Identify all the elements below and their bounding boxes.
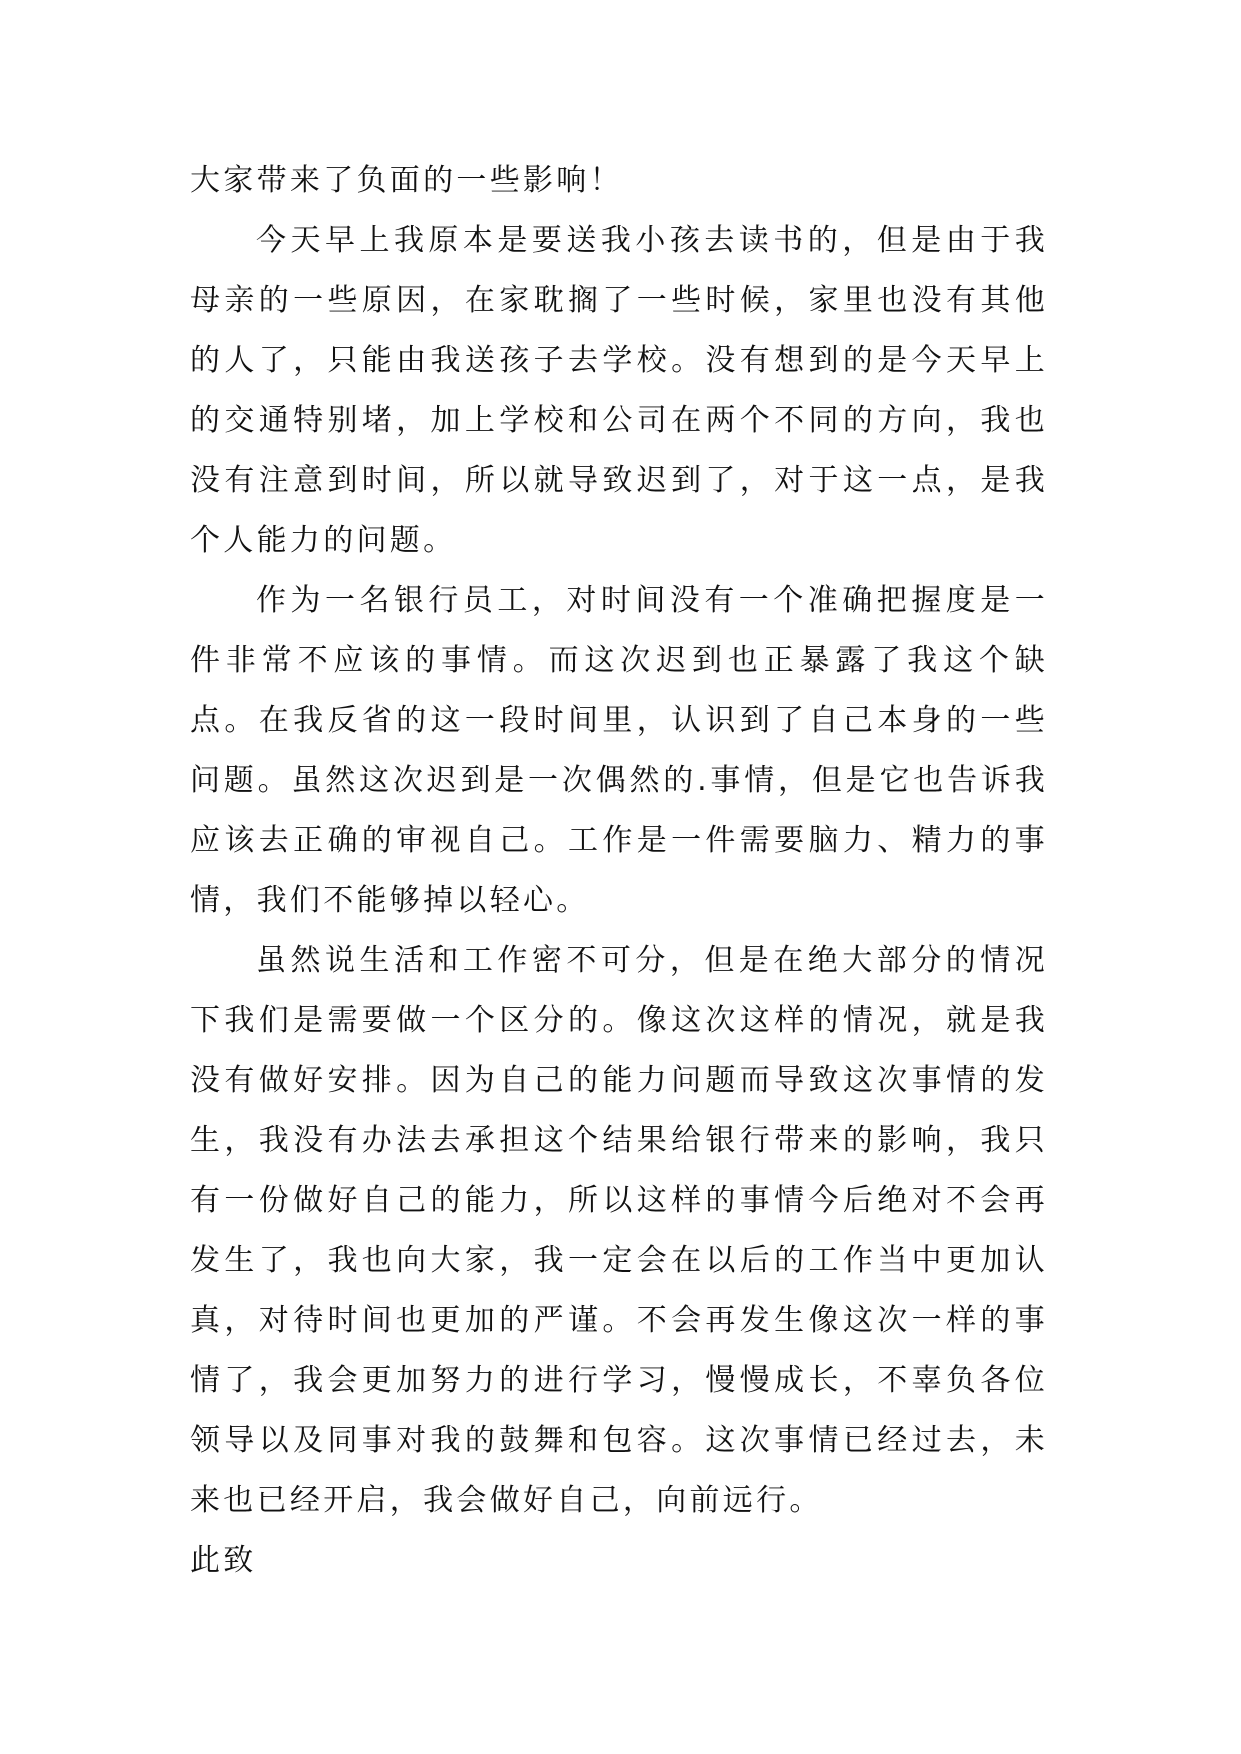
paragraph-reason: 今天早上我原本是要送我小孩去读书的，但是由于我母亲的一些原因，在家耽搁了一些时候，家里也没有其他的人了，只能由我送孩子去学校。没有想到的是今天早上的交通特别堵，加上学校和公司在两个不同的方向，我也没有注意到时间，所以就导致迟到了，对于这一点，是我个人能力的问题。 <box>190 223 1048 558</box>
paragraph-commitment: 虽然说生活和工作密不可分，但是在绝大部分的情况下我们是需要做一个区分的。像这次这样的情况，就是我没有做好安排。因为自己的能力问题而导致这次事情的发生，我没有办法去承担这个结果给银行带来的影响，我只有一份做好自己的能力，所以这样的事情今后绝对不会再发生了，我也向大家，我一定会在以后的工作当中更加认真，对待时间也更加的严谨。不会再发生像这次一样的事情了，我会更加努力的进行学习，慢慢成长，不辜负各位领导以及同事对我的鼓舞和包容。这次事情已经过去，未来也已经开启，我会做好自己，向前远行。 <box>190 943 1048 1518</box>
closing-salutation: 此致 <box>190 1543 257 1578</box>
letter-body <box>190 151 1048 1591</box>
paragraph-reflection: 作为一名银行员工，对时间没有一个准确把握度是一件非常不应该的事情。而这次迟到也正暴露了我这个缺点。在我反省的这一段时间里，认识到了自己本身的一些问题。虽然这次迟到是一次偶然的.事情，但是它也告诉我应该去正确的审视自己。工作是一件需要脑力、精力的事情，我们不能够掉以轻心。 <box>190 583 1048 918</box>
paragraph-continuation: 大家带来了负面的一些影响！ <box>190 163 623 198</box>
